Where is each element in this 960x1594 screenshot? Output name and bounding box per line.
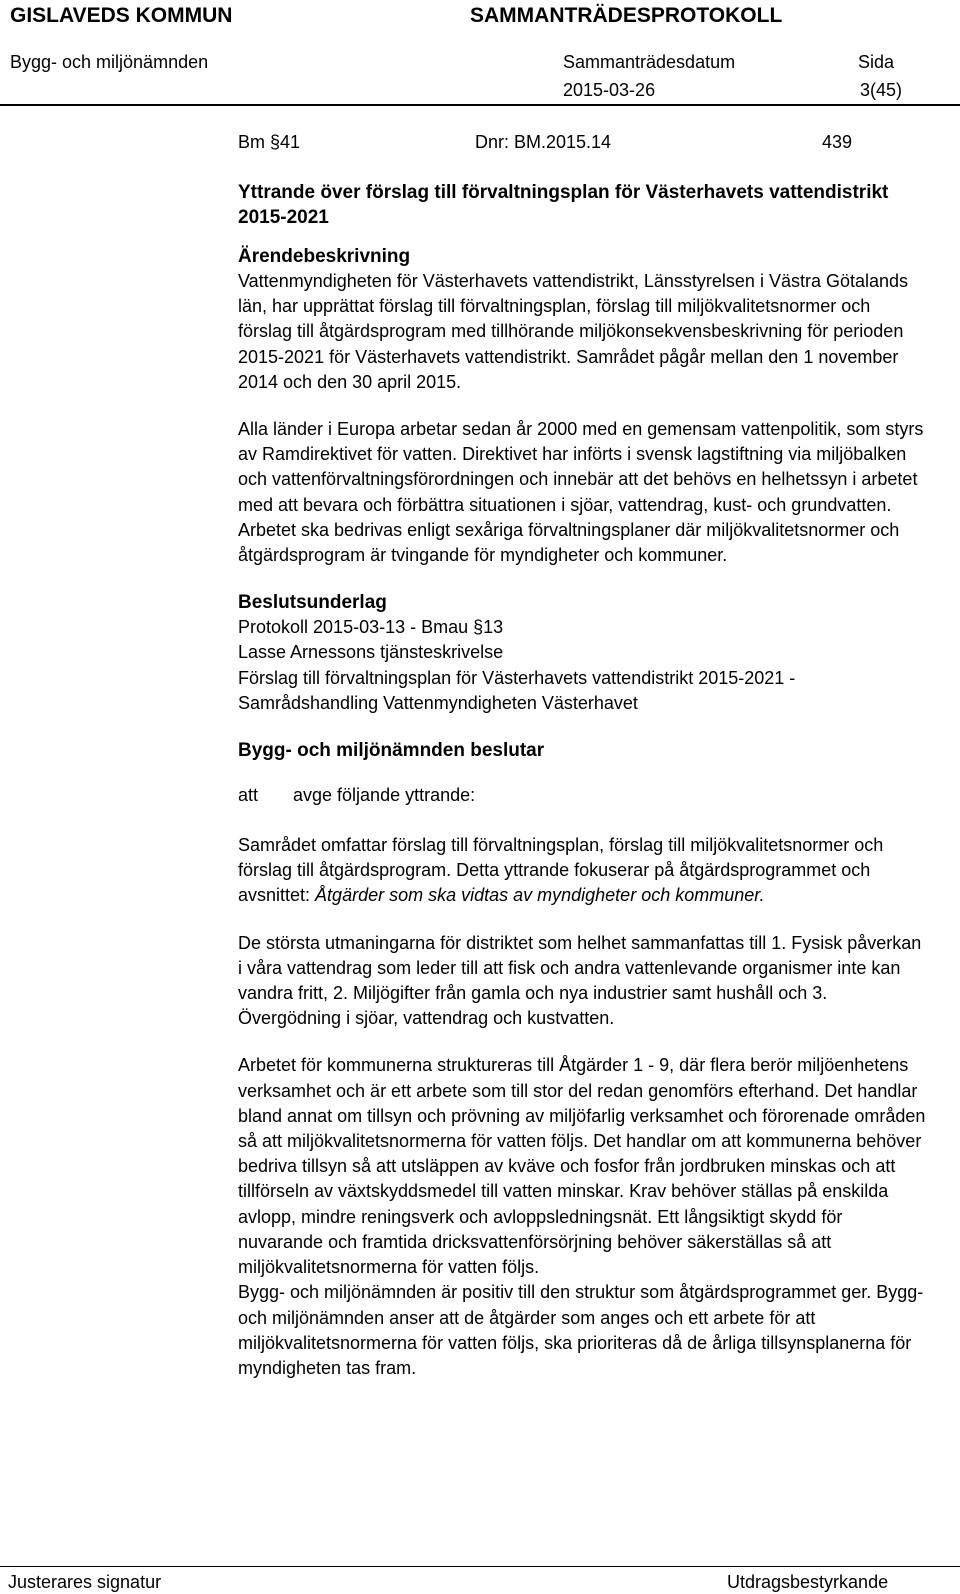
statement-italic-section-title: Åtgärder som ska vidtas av myndigheter och kommuner.	[315, 885, 765, 906]
case-number: Bm §41	[238, 132, 301, 152]
header-divider	[0, 104, 960, 106]
basis-heading: Beslutsunderlag	[238, 592, 387, 614]
decision-text: avge följande yttrande:	[293, 785, 476, 806]
signature-label: Justerares signatur	[8, 1572, 162, 1592]
page-number: 3(45)	[860, 80, 903, 100]
case-ref: 439	[822, 132, 853, 152]
page-footer	[0, 1566, 960, 1594]
statement-paragraph-1-text: Samrådet omfattar förslag till förvaltningsplan, förslag till miljökvalitetsnormer och förslag till åtgärdsprogram. Detta yttrande fokuserar på åtgärdsprogrammet och avsnittet:	[238, 835, 884, 906]
decision-word: att	[238, 785, 259, 806]
description-paragraph-1: Vattenmyndigheten för Västerhavets vattendistrikt, Länsstyrelsen i Västra Götalands län, har upprättat förslag till förvaltningsplan, förslag till miljökvalitetsnormer och förslag till åtgärdsprogram med tillhörande miljökonsekvensbeskrivning för perioden 2015-2021 för Västerhavets vattendistrikt. Samrådet pågår mellan den 1 november 2014 och den 30 april 2015.	[238, 271, 909, 392]
description-heading: Ärendebeskrivning	[238, 246, 411, 267]
basis-list	[238, 615, 928, 716]
date-label: Sammanträdesdatum	[563, 52, 736, 72]
committee-name: Bygg- och miljönämnden	[10, 52, 209, 72]
page-header	[0, 0, 960, 108]
footer-divider	[0, 1566, 960, 1567]
basis-item: Samrådshandling Vattenmyndigheten Västerhavet	[238, 692, 638, 713]
page-label: Sida	[858, 52, 895, 72]
statement-paragraph-2: De största utmaningarna för distriktet som helhet sammanfattas till 1. Fysisk påverkan i våra vattendrag som leder till att fisk och andra vattenlevande organismer inte kan vandra fritt, 2. Miljögifter från gamla och nya industrier samt hushåll och 3. Övergödning i sjöar, vattendrag och kustvatten.	[238, 932, 922, 1029]
certification-label: Utdragsbestyrkande	[727, 1572, 889, 1592]
organization-name: GISLAVEDS KOMMUN	[10, 4, 233, 27]
statement-paragraph-4: Bygg- och miljönämnden är positiv till den struktur som åtgärdsprogrammet ger. Bygg- och miljönämnden anser att de åtgärder som anges och ett arbete för att miljökvalitetsnormerna för vatten följs, ska prioriteras då de årliga tillsynsplanerna för myndigheten tas fram.	[238, 1282, 924, 1378]
statement-paragraph-3: Arbetet för kommunerna struktureras till Åtgärder 1 - 9, där flera berör miljöenhetens verksamhet och är ett arbete som till stor del redan genomförs efterhand. Det handlar bland annat om tillsyn och prövning av miljöfarlig verksamhet och förorenade områden så att miljökvalitetsnormerna för vatten följs. Det handlar om att kommunerna behöver bedriva tillsyn så att utsläppen av kväve och fosfor från jordbruken minskas och att tillförseln av växtskyddsmedel till vatten minskar. Krav behöver ställas på enskilda avlopp, mindre reningsverk och avloppsledningsnät. Ett långsiktigt skydd för nuvarande och framtida dricksvattenförsörjning behöver säkerställas så att miljökvalitetsnormerna för vatten följs.	[238, 1055, 926, 1278]
decision-row	[238, 783, 928, 809]
document-type: SAMMANTRÄDESPROTOKOLL	[470, 4, 783, 27]
basis-item: Lasse Arnessons tjänsteskrivelse	[238, 642, 504, 663]
case-reference-row	[238, 130, 928, 156]
decision-heading: Bygg- och miljönämnden beslutar	[238, 740, 545, 762]
basis-item: Förslag till förvaltningsplan för Västerhavets vattendistrikt 2015-2021 -	[238, 667, 796, 688]
statement-paragraph-1	[238, 833, 928, 909]
case-title: Yttrande över förslag till förvaltningsplan för Västerhavets vattendistrikt 2015-2021	[238, 182, 889, 228]
case-dnr: Dnr: BM.2015.14	[475, 132, 612, 152]
basis-item: Protokoll 2015-03-13 - Bmau §13	[238, 617, 504, 638]
document-body	[238, 130, 928, 1381]
description-paragraph-2: Alla länder i Europa arbetar sedan år 2000 med en gemensam vattenpolitik, som styrs av Ramdirektivet för vatten. Direktivet har införts i svensk lagstiftning via miljöbalken och vattenförvaltningsförordningen och innebär att det behövs en helhetssyn i arbetet med att bevara och förbättra situationen i sjöar, vattendrag, kust- och grundvatten. Arbetet ska bedrivas enligt sexåriga förvaltningsplaner där miljökvalitetsnormer och åtgärdsprogram är tvingande för myndigheter och kommuner.	[238, 419, 924, 566]
meeting-date: 2015-03-26	[563, 80, 656, 100]
